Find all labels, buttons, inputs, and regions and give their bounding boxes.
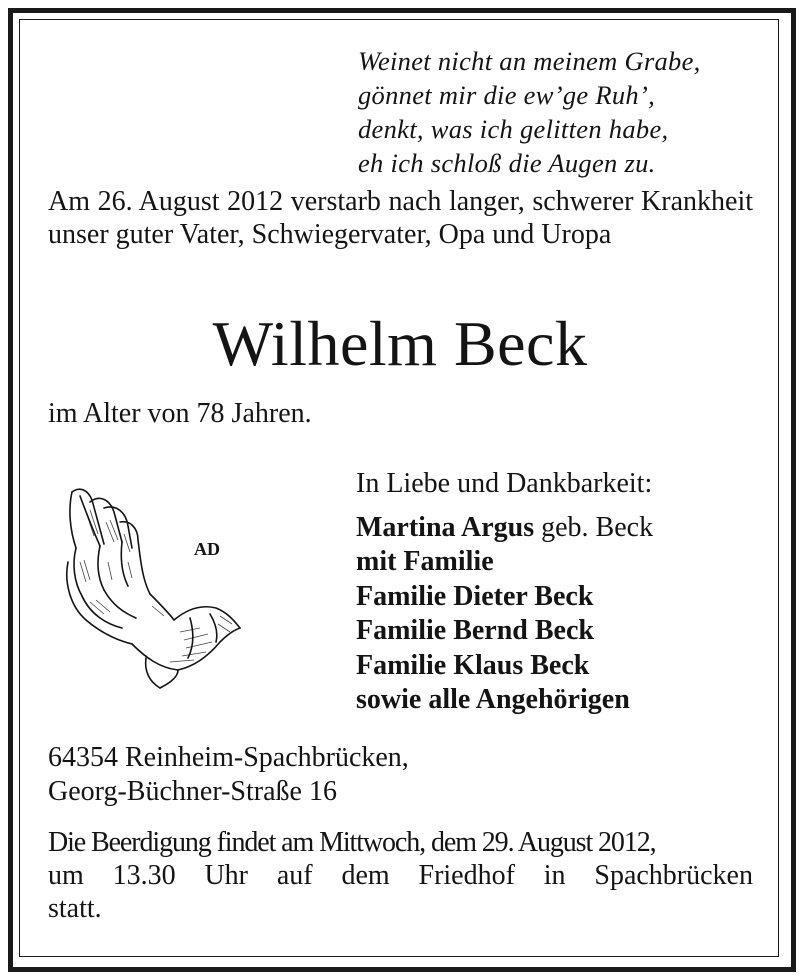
funeral-line: Die Beerdigung findet am Mittwoch, dem 29. August 2012, bbox=[48, 827, 656, 858]
deceased-name: Wilhelm Beck bbox=[212, 308, 588, 379]
intro-text: Am 26. August 2012 verstarb nach langer, schwerer Krankheit unser guter Vater, Schwiegervater, Opa und Uropa bbox=[48, 186, 753, 250]
motto-line: Weinet nicht an meinem Grabe, bbox=[358, 46, 701, 76]
motto-line: eh ich schloß die Augen zu. bbox=[358, 148, 656, 178]
address-block bbox=[48, 741, 409, 809]
signer-line: sowie alle Angehörigen bbox=[356, 684, 630, 715]
signer-line: mit Familie bbox=[356, 546, 494, 577]
funeral-info bbox=[48, 826, 753, 925]
funeral-line: statt. bbox=[48, 893, 102, 924]
praying-hands-icon bbox=[60, 482, 250, 692]
signer-line: Familie Klaus Beck bbox=[356, 649, 590, 681]
motto-line: denkt, was ich gelitten habe, bbox=[358, 114, 669, 144]
duerer-monogram: AD bbox=[194, 539, 220, 559]
motto-poem bbox=[358, 44, 701, 180]
signers-block bbox=[356, 467, 653, 718]
signer-name-bold: Martina Argus bbox=[356, 511, 535, 543]
signer-name-rest: geb. Beck bbox=[534, 511, 654, 543]
signer-line: Familie Bernd Beck bbox=[356, 615, 594, 646]
signer-main bbox=[356, 511, 653, 546]
signers-intro: In Liebe und Dankbarkeit: bbox=[356, 468, 653, 499]
age-text: im Alter von 78 Jahren. bbox=[48, 398, 312, 429]
signer-line: Familie Dieter Beck bbox=[356, 580, 594, 612]
funeral-line: um 13.30 Uhr auf dem Friedhof in Spachbrücken bbox=[48, 860, 753, 891]
address-line: Georg-Büchner-Straße 16 bbox=[48, 776, 337, 807]
address-line: 64354 Reinheim-Spachbrücken, bbox=[48, 742, 409, 773]
motto-line: gönnet mir die ew’ge Ruh’, bbox=[358, 80, 656, 110]
